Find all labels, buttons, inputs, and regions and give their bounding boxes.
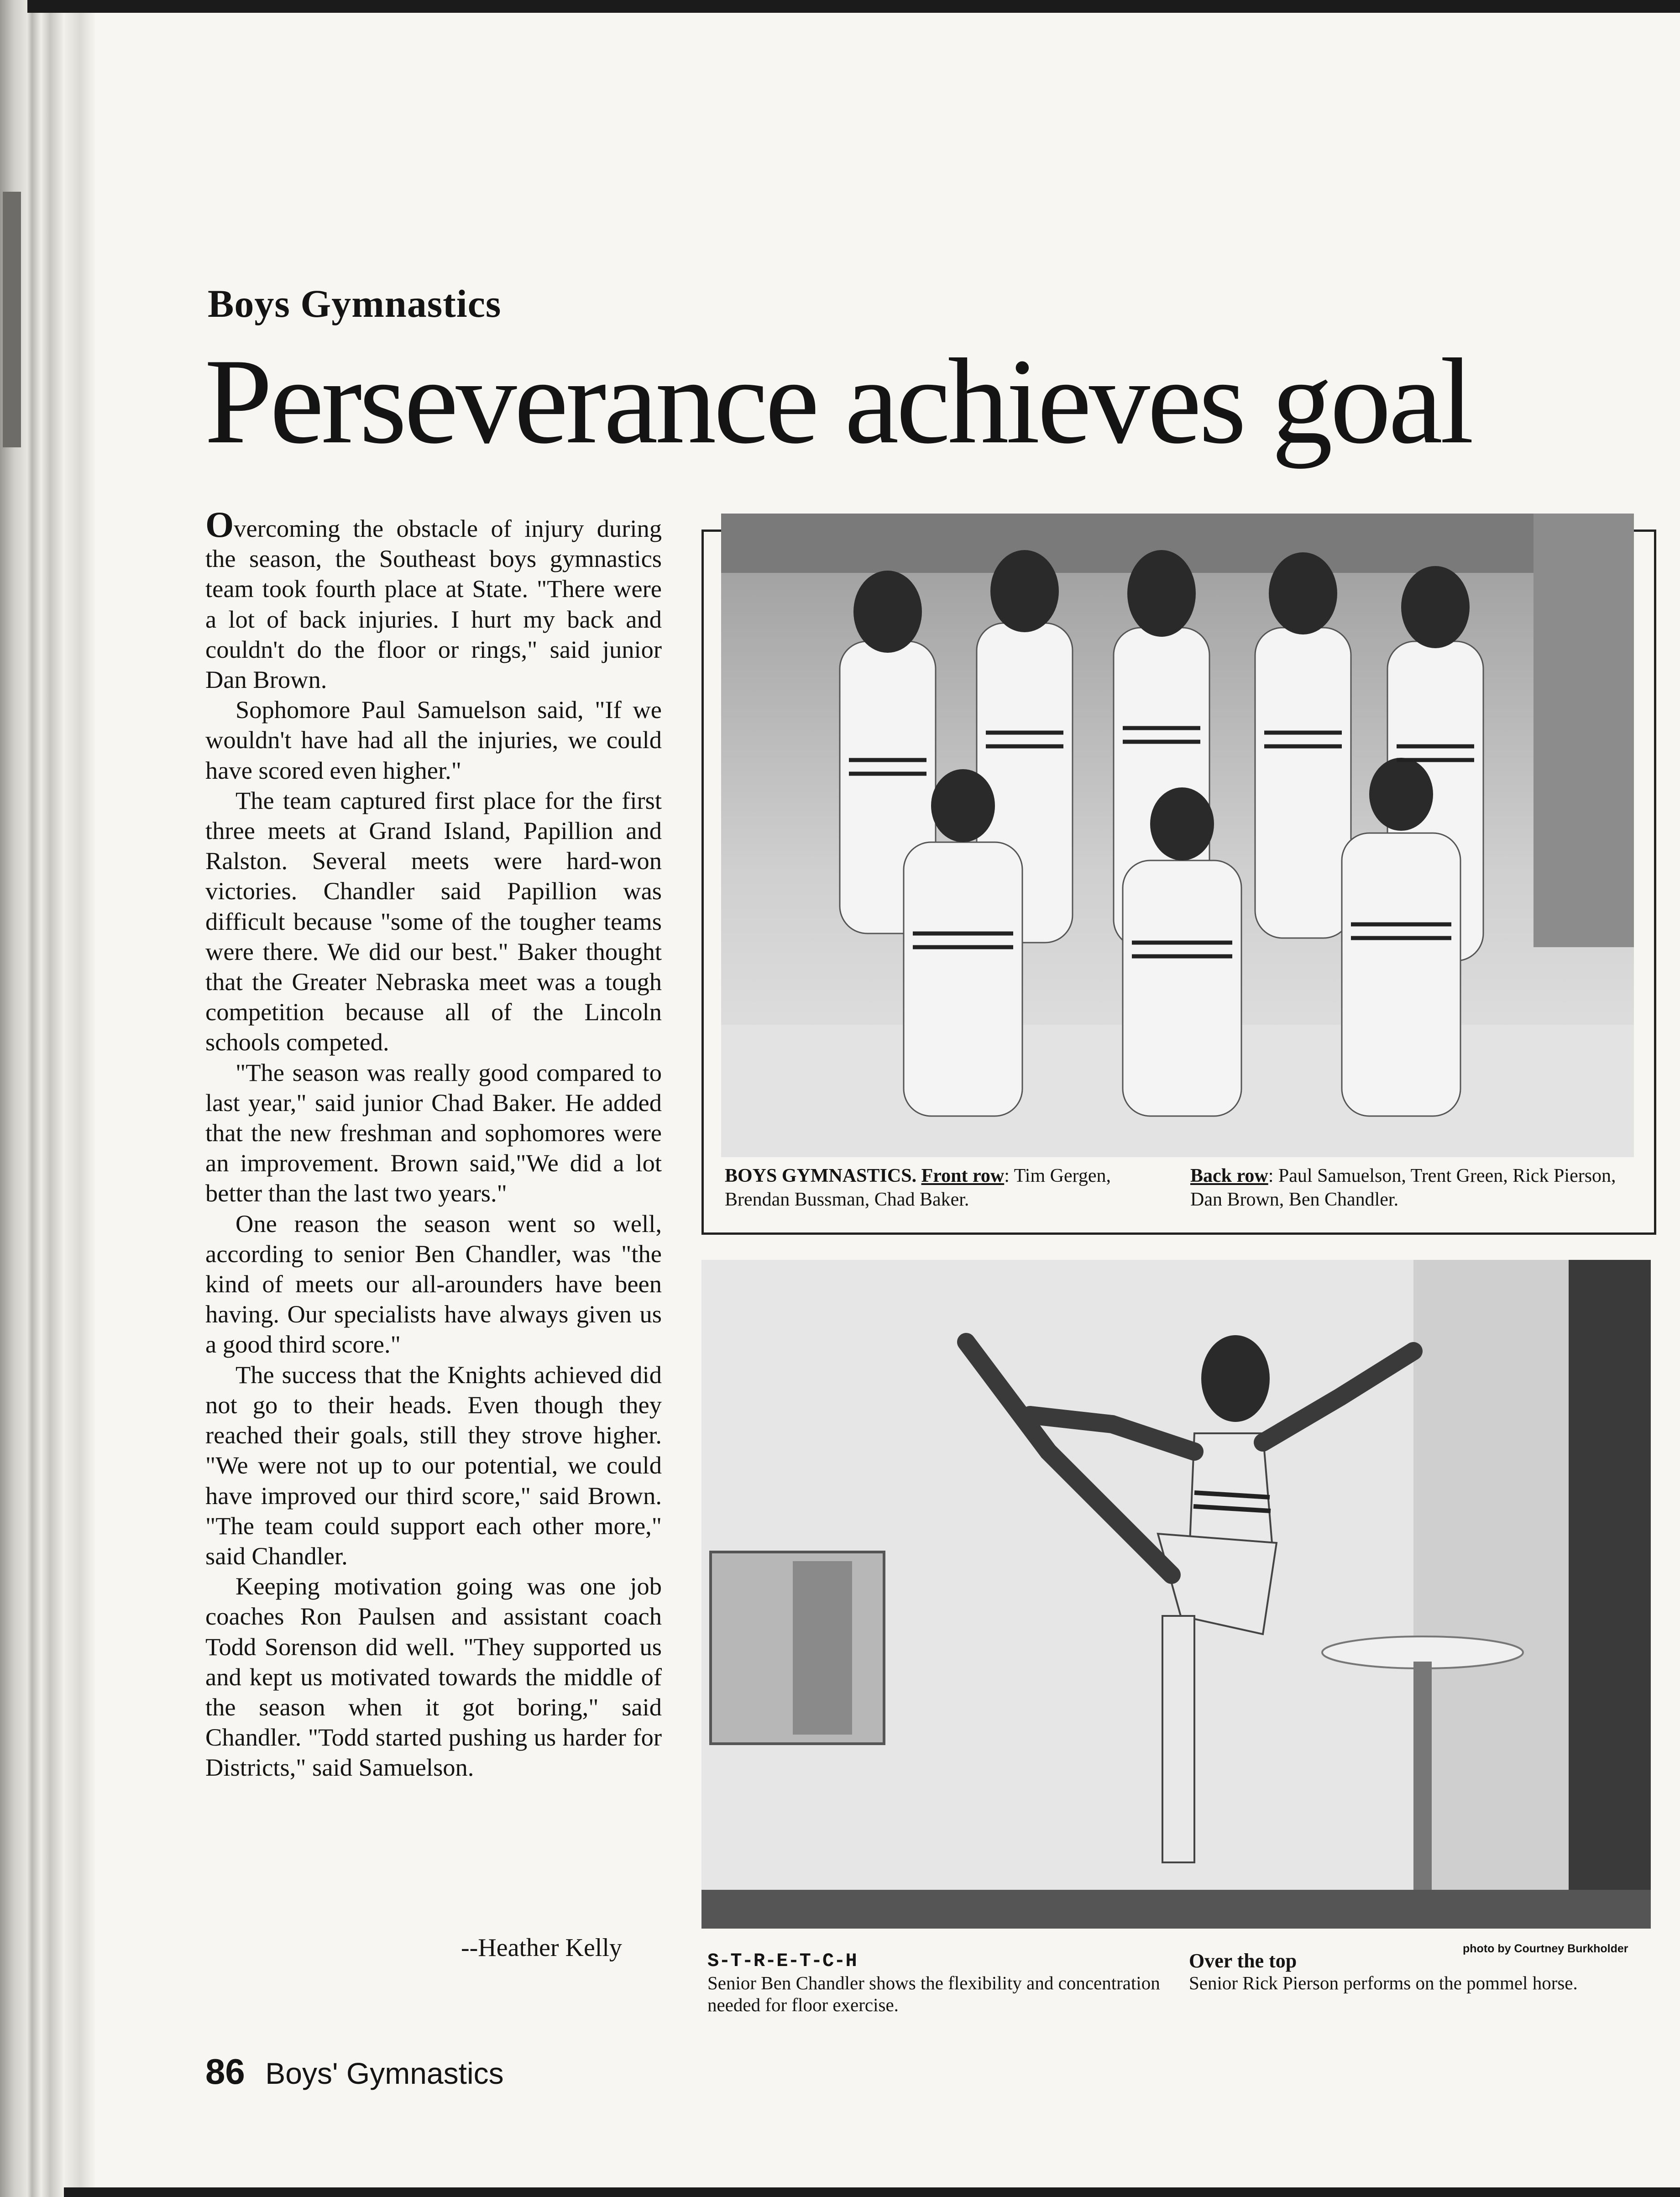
team-photo [721,514,1634,1157]
section-label: Boys Gymnastics [208,282,502,325]
article-paragraph: The team captured first place for the first three meets at Grand Island, Papillion and Ralston. Several meets were hard-won victories. Chandler said Papillion was difficult because "some of the tougher teams were there. We did our best." Baker thought that the Greater Nebraska meet was a tough competition because all of the Lincoln schools competed. [205,786,662,1056]
headline: Perseverance achieves goal [204,333,1471,469]
caption-column-right [1190,1164,1638,1211]
article-paragraph: Sophomore Paul Samuelson said, "If we wouldn't have had all the injuries, we could have scored even higher." [205,696,662,784]
folio [205,2051,504,2092]
article-body [205,505,662,1783]
article-paragraph: Overcoming the obstacle of injury during the season, the Southeast boys gymnastics team took fourth place at State. "There were a lot of back injuries. I hurt my back and couldn't do the floor or rings," said junior Dan Brown. [205,505,662,694]
caption-over-the-top [1189,1950,1654,1994]
caption-title: S-T-R-E-T-C-H [707,1950,857,1972]
caption-column-left [725,1164,1172,1211]
team-photo-caption [725,1164,1638,1211]
page-number: 86 [205,2051,245,2092]
caption-label: BOYS GYMNASTICS. [725,1165,917,1186]
book-binding-edge [0,0,96,2197]
byline: --Heather Kelly [461,1934,622,1962]
folio-label: Boys' Gymnastics [265,2056,504,2090]
article-paragraph: Keeping motivation going was one job coaches Ron Paulsen and assistant coach Todd Sorenson did well. "They supported us and kept us motivated towards the middle of the season when it got boring," said Chandler. "Todd started pushing us harder for Districts," said Samuelson. [205,1572,662,1782]
back-row-names: : Paul Samuelson, Trent Green, Rick Pierson, Dan Brown, Ben Chandler. [1190,1165,1616,1210]
back-row-label: Back row [1190,1165,1268,1186]
drop-cap: O [205,505,234,545]
front-row-names: : Tim Gergen, Brendan Bussman, Chad Baker. [725,1165,1111,1210]
top-edge [27,0,1680,13]
front-row-label: Front row [921,1165,1005,1186]
caption-title: Over the top [1189,1950,1297,1972]
article-paragraph: The success that the Knights achieved did not go to their heads. Even though they reached their goals, still they strove higher. "We were not up to our potential, we could have improved our third score," said Brown. "The team could support each other more," said Chandler. [205,1360,662,1570]
article-paragraph: "The season was really good compared to last year," said junior Chad Baker. He added that the new freshman and sophomores were an improvement. Brown said,"We did a lot better than the last two years." [205,1058,662,1207]
bottom-edge [64,2187,1680,2197]
caption-stretch [707,1950,1168,2016]
caption-text: Senior Ben Chandler shows the flexibility and concentration needed for floor exercise. [707,1972,1160,2015]
action-photo [701,1260,1651,1929]
caption-text: Senior Rick Pierson performs on the pommel horse. [1189,1972,1578,1993]
photo-credit: photo by Courtney Burkholder [1463,1942,1628,1955]
article-paragraph: One reason the season went so well, according to senior Ben Chandler, was "the kind of meets our all-arounders have been having. Our specialists have always given us a good third score." [205,1209,662,1358]
binding-tab [3,192,21,447]
